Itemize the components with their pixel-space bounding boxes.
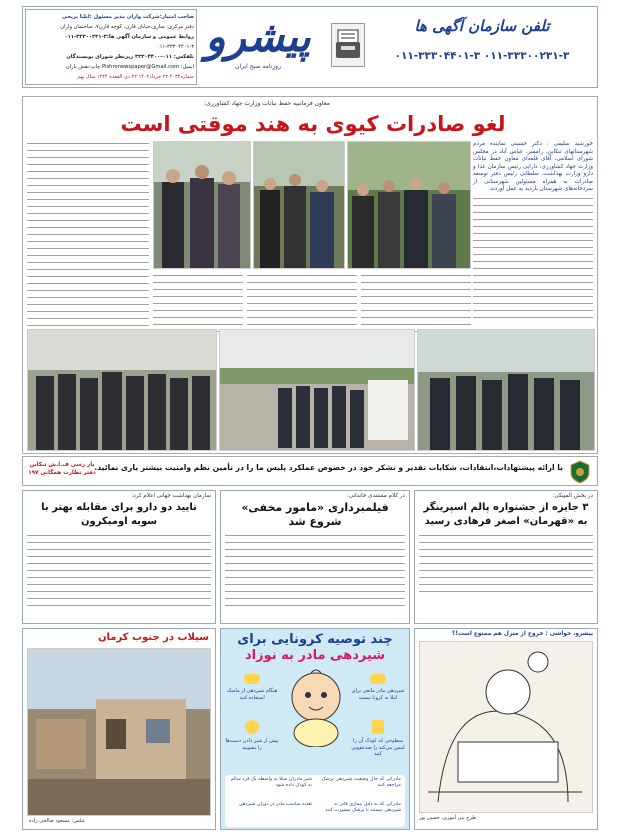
body-text-lines xyxy=(473,196,593,324)
newspaper-logo xyxy=(203,11,313,85)
main-intro xyxy=(473,141,593,341)
baby-icon xyxy=(281,667,351,747)
photo-visit xyxy=(417,329,595,451)
photo-group-walk xyxy=(27,329,217,451)
body-text-lines xyxy=(27,533,211,607)
body-text-lines xyxy=(361,273,471,333)
article-omicron xyxy=(22,490,216,624)
body-text-lines xyxy=(419,533,593,593)
police-emblem-icon xyxy=(569,460,591,484)
intro-text: خورشید سلیمی : دکتر حسینی نماینده مردم شهرستانهای تنکابن، رامسر، عباس آباد در مجلس شورای اسلامی، آقای قلعه‌ای معاون حفظ نباتات وزارت جهاد کشاورزی، دارایی رئیس سازمان غذا و دارو وزارت بهداشت، سلطانی رئیس دفتر توسعه صادرات به همراه مسئولین شهرستانی از سردخانه‌های شهرستان بازدید به عمل آوردند. xyxy=(473,141,593,192)
article-secret-agent xyxy=(220,490,410,624)
article-title: فیلمبرداری «مامور مخفی» شروع شد xyxy=(241,501,389,528)
poster-tip-text: پیش از شیر دادن دست‌ها را بشویید xyxy=(225,738,279,751)
info-line: ۰۱۱-۳۳۳۰۴۴۰۱-۳ xyxy=(156,44,194,50)
body-text-lines xyxy=(153,273,243,333)
article-kicker: در کلام مستندی خاندانی: xyxy=(347,493,405,499)
logo-subtitle: روزنامه صبح ایران xyxy=(235,63,281,70)
poster-bottom-tip: شیر مادران مبتلا به واسطه یک فرد سالم به کودک داده شود xyxy=(230,777,312,788)
article-farhadi xyxy=(414,490,598,624)
photo-greenhouse xyxy=(219,329,415,451)
main-kicker: معاون فرمانبیه حفظ نباتات وزارت جهاد کشاورزی: xyxy=(204,100,330,107)
poster-tip-text: هنگام شیردهی از ماسک استفاده کنید xyxy=(226,688,278,701)
mask-icon xyxy=(244,674,260,684)
poster-tip xyxy=(351,669,405,701)
cartoon-drawing xyxy=(419,641,593,813)
body-text-lines xyxy=(27,141,149,337)
flood-credit: عکس: مسعود صالحی زاده xyxy=(29,818,86,824)
masthead xyxy=(22,6,598,88)
cartoon-box xyxy=(414,628,598,830)
flood-box xyxy=(22,628,216,830)
info-line: صاحب امتیاز:شرکت واران مدیر مسئول :ایلیا پریخی xyxy=(61,14,194,20)
ad-title: تلفن سازمان آگهی ها xyxy=(414,17,550,35)
poster-bottom-tip: تغذیه مناسب مادر در دوران شیردهی xyxy=(238,802,312,807)
body-text-lines xyxy=(247,273,357,333)
poster-tip-text: سطوحی که کودک آن را لمس می‌کند را ضدعفونی کنید xyxy=(351,738,405,757)
poster-title-2: شیردهی مادر به نوزاد xyxy=(244,648,386,663)
flood-title: سیلاب در جنوب کرمان xyxy=(97,632,209,643)
hand-wash-icon xyxy=(245,720,259,734)
info-line: شماره۴۰۳۴ ۲۲ خرداد۱۴۰۲ ۲۲ ذی القعده ۱۴۴۴ سال نهم xyxy=(77,74,194,80)
poster-tip xyxy=(351,719,405,758)
photo-officials-3 xyxy=(347,141,471,269)
banner-contact: باز رسی ف.ا.ش تنکابن دفتر نظارت همگانی ۱۹۷ xyxy=(28,462,96,476)
info-line: روابط عمومی و سازمان آگهی ها:۳-۳۳۳۰۰۲۳۱-۰۱۱ xyxy=(64,34,194,40)
publisher-info xyxy=(25,9,197,85)
mask-icon xyxy=(370,674,386,684)
poster-tip xyxy=(225,669,279,701)
poster-title-1: چند توصیه کرونایی برای xyxy=(237,632,393,647)
body-text-lines xyxy=(225,533,405,609)
cartoon-credit: طرح نبی آموری، حسین پور xyxy=(419,815,477,821)
info-line: دفتر مرکزی: ساری،خیابان قارن، کوچه قارن۷، ساختمان واران xyxy=(60,24,194,30)
poster-bottom-tips xyxy=(225,775,405,827)
ad-section xyxy=(369,11,595,85)
article-title: ۳ جایزه از جشنواره پالم اسپرینگز به «قهرمان» اصغر فرهادی رسید xyxy=(423,502,589,527)
article-kicker: در بخش المپیکی: xyxy=(552,493,593,499)
cartoon-title: پیشرو، حواشی : خروج از منزل هم ممنوع است!؟ xyxy=(452,631,593,637)
police-banner xyxy=(22,456,598,486)
banner-text: با ارائه پیشنهادات،انتقادات، شکایات تقدیر و تشکر خود در خصوص عملکرد پلیس ما را در تأمین نظم وامنیت بیشتر یاری نمائید. xyxy=(94,463,563,472)
poster-bottom-tip: مادرانی که حال وضعیت شیردهی پزشک مراجعه کنند xyxy=(321,777,401,788)
main-headline: لغو صادرات کیوی به هند موقتی است xyxy=(120,112,506,136)
article-kicker: سازمان بهداشت جهانی اعلام کرد: xyxy=(131,493,211,499)
photo-officials-1 xyxy=(153,141,251,269)
poster-tip xyxy=(225,719,279,751)
photo-officials-2 xyxy=(253,141,345,269)
info-line: ایمیل: Pishronewspaper@Gmail.com چاپ:نقش باران xyxy=(65,64,194,70)
poster-tip-text: شیردهی مادر مانعی برای ابتلا به کرونا نیست xyxy=(351,688,405,701)
main-story xyxy=(22,96,598,454)
spray-icon xyxy=(372,720,384,734)
logo-text: پیشرو xyxy=(205,12,311,61)
flood-photo xyxy=(27,648,211,816)
ad-phones: ۰۱۱-۳۳۳۰۰۲۳۱-۳ ۰۱۱-۳۳۳۰۴۴۰۱-۳ xyxy=(394,50,570,62)
corona-poster xyxy=(220,628,410,830)
info-line: تلفکس: ۰۱۱-۳۳۳۰۴۴۰۰ زیرنظر شورای نویسندگان xyxy=(66,54,194,60)
fax-icon xyxy=(331,23,365,67)
article-title: تایید دو دارو برای مقابله بهتر با سویه اومیکرون xyxy=(41,502,197,527)
poster-bottom-tip: مادرانی که به دلیل بیماری قادر به شیردهی نیستند با پزشک مشورت کنند xyxy=(325,802,401,813)
